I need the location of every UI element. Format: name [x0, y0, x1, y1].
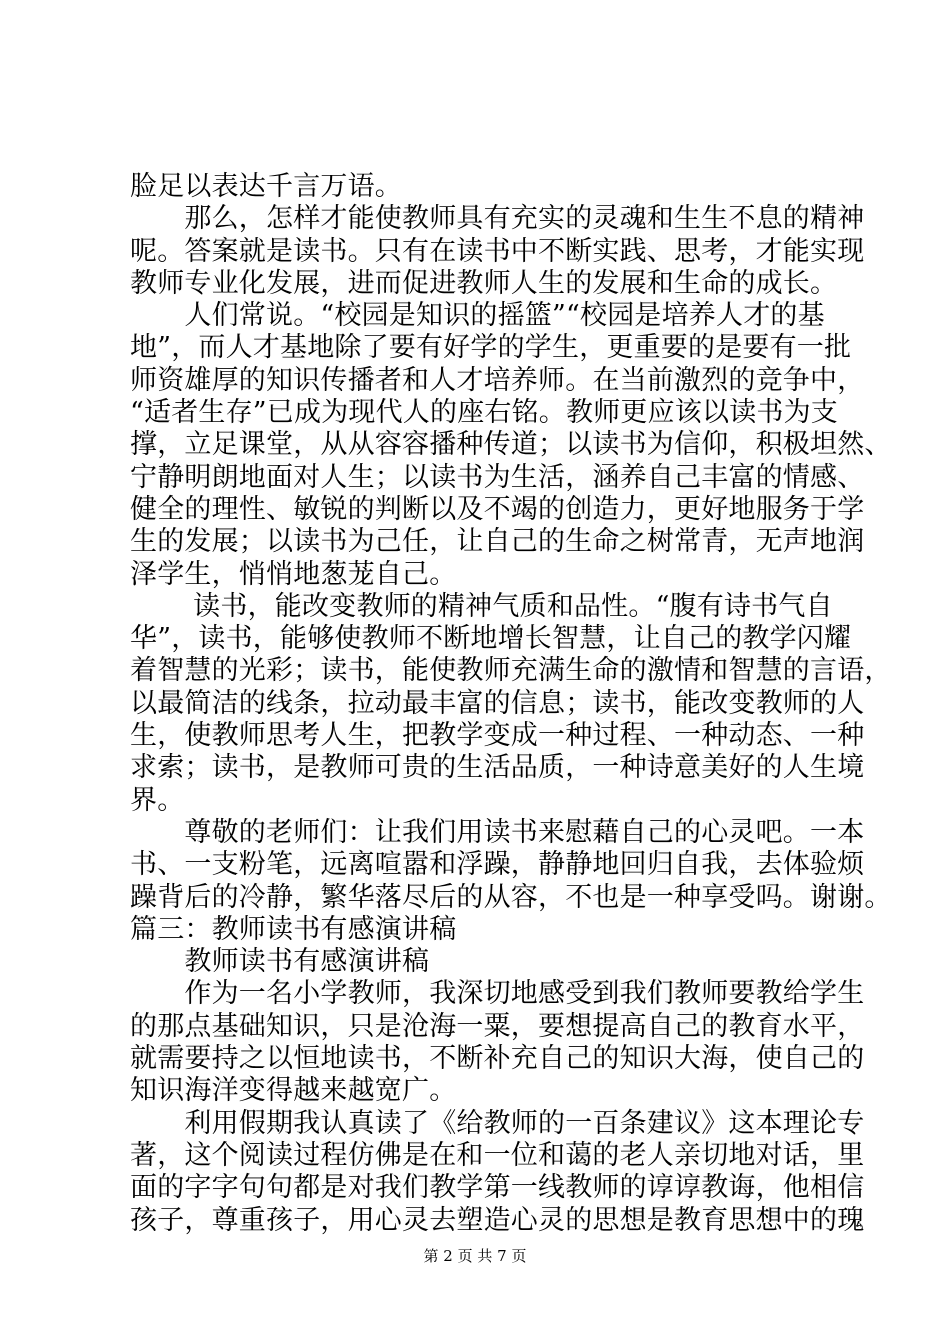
text-line: 师资雄厚的知识传播者和人才培养师。在当前激烈的竞争中， [130, 364, 865, 396]
text-line: 泽学生，悄悄地葱茏自己。 [130, 558, 457, 590]
text-line: 人们常说。“校园是知识的摇篮”“校园是培养人才的基 [130, 300, 825, 332]
text-line: 教师专业化发展，进而促进教师人生的发展和生命的成长。 [130, 267, 838, 299]
text-line: “适者生存”已成为现代人的座右铭。教师更应该以读书为支 [130, 397, 839, 429]
text-line: 界。 [130, 784, 185, 816]
document-body [130, 171, 892, 1237]
text-line: 宁静明朗地面对人生；以读书为生活，涵养自己丰富的情感、 [130, 461, 865, 493]
text-line: 知识海洋变得越来越宽广。 [130, 1075, 457, 1107]
text-line: 的那点基础知识，只是沧海一粟，要想提高自己的教育水平， [130, 1010, 865, 1042]
text-line: 生的发展；以读书为己任，让自己的生命之树常青，无声地润 [130, 526, 865, 558]
text-line: 呢。答案就是读书。只有在读书中不断实践、思考，才能实现 [130, 235, 865, 267]
text-line: 就需要持之以恒地读书，不断补充自己的知识大海，使自己的 [130, 1043, 865, 1075]
text-line: 作为一名小学教师，我深切地感受到我们教师要教给学生 [130, 978, 865, 1010]
text-line: 脸足以表达千言万语。 [130, 171, 402, 202]
text-line: 读书，能改变教师的精神气质和品性。“腹有诗书气自 [130, 590, 833, 622]
text-line: 华”，读书，能够使教师不断地增长智慧，让自己的教学闪耀 [130, 623, 852, 655]
text-line: 面的字字句句都是对我们教学第一线教师的谆谆教诲，他相信 [130, 1172, 865, 1204]
text-line: 孩子，尊重孩子，用心灵去塑造心灵的思想是教育思想中的瑰 [130, 1204, 865, 1236]
text-line: 尊敬的老师们：让我们用读书来慰藉自己的心灵吧。一本 [130, 816, 865, 848]
text-line: 着智慧的光彩；读书，能使教师充满生命的激情和智慧的言语， [130, 655, 892, 687]
text-line: 求索；读书，是教师可贵的生活品质，一种诗意美好的人生境 [130, 752, 865, 784]
speech-title: 教师读书有感演讲稿 [130, 946, 430, 978]
text-line: 著，这个阅读过程仿佛是在和一位和蔼的老人亲切地对话，里 [130, 1139, 865, 1171]
text-line: 书、一支粉笔，远离喧嚣和浮躁，静静地回归自我，去体验烦 [130, 849, 865, 881]
page-footer [0, 1246, 950, 1266]
text-line: 健全的理性、敏锐的判断以及不竭的创造力，更好地服务于学 [130, 493, 865, 525]
text-line: 那么，怎样才能使教师具有充实的灵魂和生生不息的精神 [130, 203, 865, 235]
text-line: 以最简洁的线条，拉动最丰富的信息；读书，能改变教师的人 [130, 687, 865, 719]
page-number-label: 第 2 页 共 7 页 [423, 1247, 527, 1265]
section-heading: 篇三：教师读书有感演讲稿 [130, 913, 457, 945]
text-line: 撑，立足课堂，从从容容播种传道；以读书为信仰，积极坦然、 [130, 429, 892, 461]
text-line: 躁背后的冷静，繁华落尽后的从容，不也是一种享受吗。谢谢。 [130, 881, 892, 913]
text-line: 利用假期我认真读了《给教师的一百条建议》这本理论专 [130, 1107, 865, 1139]
text-line: 地”，而人才基地除了要有好学的学生，更重要的是要有一批 [130, 332, 852, 364]
text-line: 生，使教师思考人生，把教学变成一种过程、一种动态、一种 [130, 720, 865, 752]
